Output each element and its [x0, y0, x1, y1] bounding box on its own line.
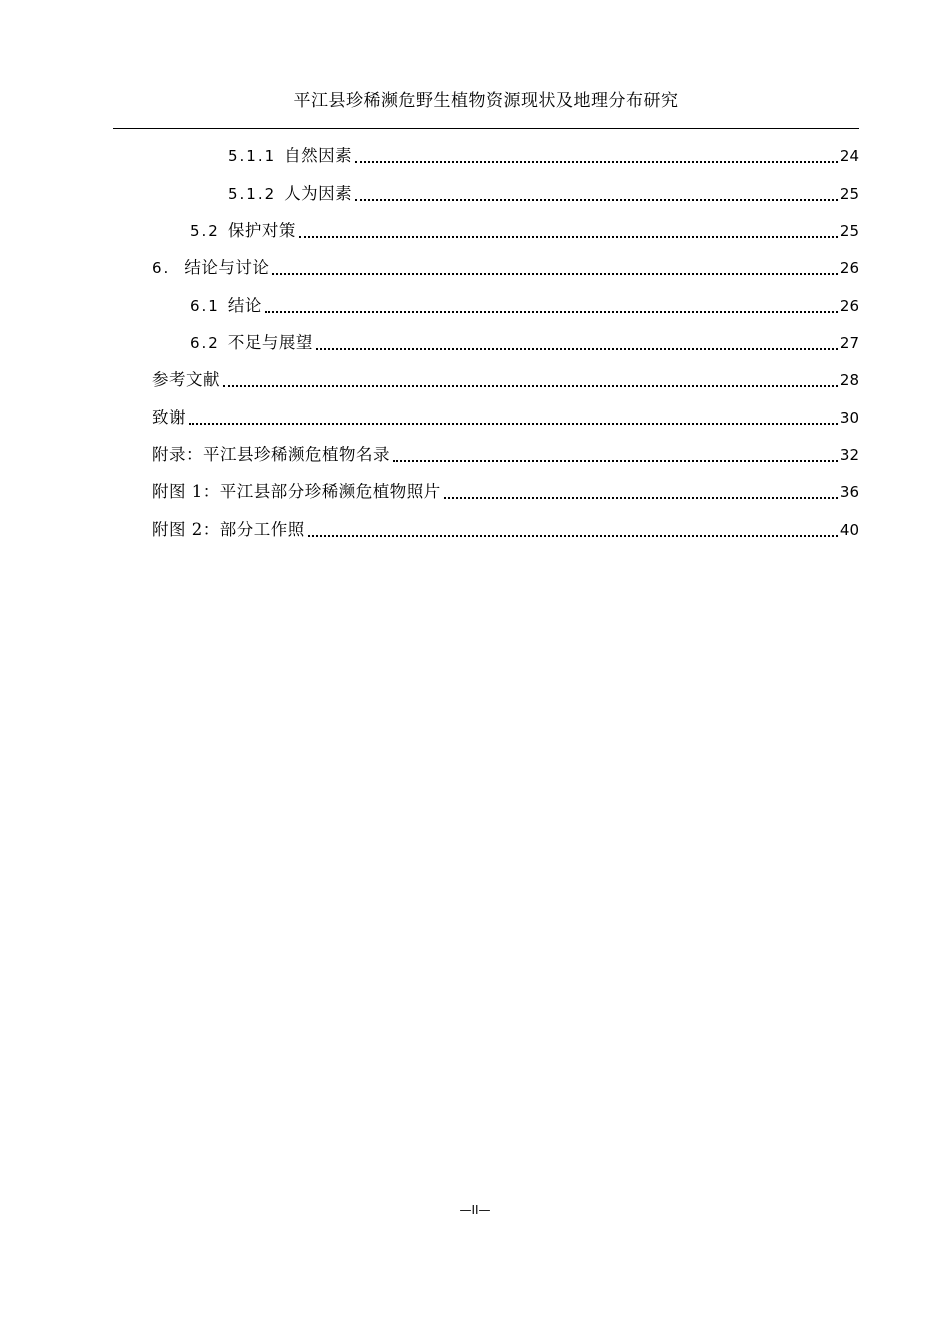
toc-entry[interactable]: [228, 143, 859, 167]
toc-entry-page: 28: [839, 371, 859, 389]
toc-entry-page: 40: [839, 521, 859, 539]
toc-dot-leader: [299, 236, 838, 238]
toc-entry[interactable]: [190, 293, 859, 317]
toc-entry-page: 36: [839, 483, 859, 501]
toc-entry-page: 26: [839, 297, 859, 315]
running-header-title: 平江县珍稀濒危野生植物资源现状及地理分布研究: [293, 91, 679, 111]
toc-entry-title: 致谢: [152, 408, 186, 427]
toc-dot-leader: [393, 460, 838, 462]
toc-entry-title: 保护对策: [227, 221, 296, 240]
toc-entry[interactable]: [152, 442, 859, 466]
toc-entry-page: 24: [839, 147, 859, 165]
toc-entry-title: 不足与展望: [227, 333, 313, 352]
toc-entry-page: 25: [839, 222, 859, 240]
toc-dot-leader: [444, 497, 838, 499]
toc-dot-leader: [316, 348, 838, 350]
toc-entry-number: 5.1.1: [228, 147, 277, 165]
toc-entry-page: 27: [839, 334, 859, 352]
toc-entry-page: 30: [839, 409, 859, 427]
toc-entry[interactable]: [152, 367, 859, 391]
toc-entry-number: 6.: [152, 259, 171, 277]
toc-entry[interactable]: [190, 218, 859, 242]
table-of-contents: [0, 0, 950, 560]
toc-entry-page: 26: [839, 259, 859, 277]
toc-dot-leader: [355, 199, 838, 201]
toc-entry-page: 25: [839, 185, 859, 203]
toc-entry-number: 6.2: [190, 334, 220, 352]
toc-entry-page: 32: [839, 446, 859, 464]
toc-dot-leader: [355, 161, 838, 163]
page-number-footer: —II—: [459, 1203, 491, 1217]
toc-entry[interactable]: [152, 405, 859, 429]
toc-entry[interactable]: [152, 517, 859, 541]
toc-entry-title: 自然因素: [284, 146, 353, 165]
toc-entry-title: 结论: [227, 296, 262, 315]
toc-dot-leader: [223, 385, 838, 387]
toc-entry-title: 附录：平江县珍稀濒危植物名录: [152, 445, 390, 464]
toc-dot-leader: [189, 423, 838, 425]
toc-entry[interactable]: [152, 479, 859, 503]
toc-entry-title: 结论与讨论: [184, 258, 270, 277]
toc-entry-title: 人为因素: [284, 184, 353, 203]
toc-entry-title: 附图 1：平江县部分珍稀濒危植物照片: [152, 482, 441, 501]
toc-entry[interactable]: [228, 181, 859, 205]
toc-entry[interactable]: [152, 255, 859, 279]
toc-dot-leader: [265, 311, 838, 313]
toc-dot-leader: [308, 535, 838, 537]
toc-entry-title: 参考文献: [152, 370, 220, 389]
toc-dot-leader: [272, 273, 838, 275]
toc-entry-title: 附图 2：部分工作照: [152, 520, 305, 539]
toc-entry-number: 6.1: [190, 297, 220, 315]
toc-entry-number: 5.1.2: [228, 185, 277, 203]
toc-entry-number: 5.2: [190, 222, 220, 240]
toc-entry[interactable]: [190, 330, 859, 354]
